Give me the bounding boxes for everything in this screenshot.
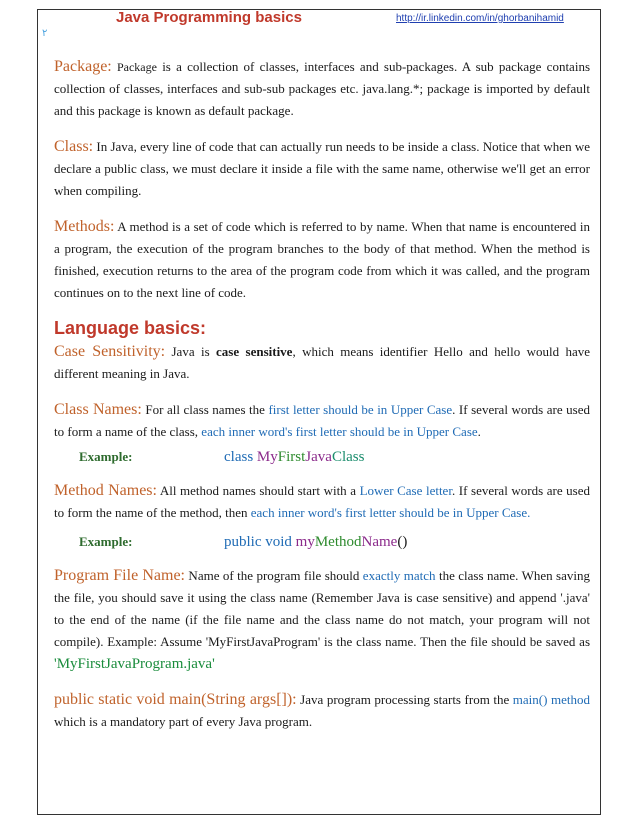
method-example-code [224,534,407,551]
class-names-heading: Class Names: [54,401,142,418]
method-names-example [54,534,590,551]
main-method-section [54,689,590,733]
code-part: Method [314,534,362,550]
methods-heading: Methods: [54,218,115,235]
file-name-text-1: Name of the program file should [185,568,363,583]
file-name-example: 'MyFirstJavaProgram.java' [54,656,215,672]
methods-section [54,216,590,304]
language-basics-title: Language basics: [54,318,207,338]
example-label: Example: [79,449,133,464]
header-link[interactable]: http://ir.linkedin.com/in/ghorbanihamid [396,13,564,24]
file-name-heading: Program File Name: [54,567,185,584]
file-name-highlight: exactly match [362,568,436,583]
example-label: Example: [79,534,133,549]
header-title: Java Programming basics [116,9,302,26]
method-names-text-2: . If several words are used to form the name of the method, then [54,483,591,520]
code-part: my [295,534,315,550]
method-names-text-1: All method names should start with a [156,483,360,498]
main-text-1: Java program processing starts from the [296,692,513,707]
class-names-text-3: . [477,424,481,439]
class-names-text-2: . If several words are used to form a name of the class, [54,402,591,439]
package-heading: Package: [54,58,112,75]
package-lead: Package [116,60,157,74]
method-names-highlight-2: each inner word's first letter should be in Upper Case. [250,505,531,520]
method-names-highlight-1: Lower Case letter [359,483,452,498]
code-part: Class [331,449,365,465]
case-text-1: Java is [165,344,217,359]
document-body [54,56,590,747]
class-example-code [224,449,364,466]
class-text: In Java, every line of code that can actually run needs to be inside a class. Notice that when we declare a public class, we must declare it inside a file with the same name, otherwise we'll get an error when compiling. [54,139,590,198]
method-names-heading: Method Names: [54,482,157,499]
class-names-example [54,449,590,466]
code-part: First [277,449,306,465]
code-part: Name [361,534,398,550]
package-text: is a collection of classes, interfaces and sub-packages. A sub package contains collection of classes, interfaces and sub-sub packages etc. java.lang.*; package is imported by default and this package is known as default package. [54,59,590,118]
file-name-section [54,565,590,675]
code-part: () [397,534,408,550]
case-heading: Case Sensitivity: [54,343,166,360]
main-heading: public static void main(String args[]): [54,691,297,708]
code-part: Java [305,449,332,465]
methods-text: A method is a set of code which is referred to by name. When that name is encountered in a program, the execution of the program branches to the body of that method. When the method is finished, execution returns to the area of the program code from which it was called, and the program continues on to the next line of code. [54,219,590,300]
class-names-section [54,399,590,466]
page-number: ۲ [42,28,48,39]
class-section [54,136,590,202]
file-name-text-2: the class name. When saving the file, you should save it using the class name (Remember Java is case sensitive) and append '.java' to the end of the name (if the file name and the class name do not match, your program will not compile). Example: Assume 'MyFirstJavaProgram' is the class name. Then the file should be saved as [54,568,590,649]
method-names-section [54,480,590,551]
class-names-highlight-2: each inner word's first letter should be in Upper Case [201,424,478,439]
code-keyword: class [224,449,257,465]
class-heading: Class: [54,138,94,155]
case-text-2: , which means identifier Hello and hello would have different meaning in Java. [54,344,591,381]
code-part: My [256,449,278,465]
main-highlight: main() method [512,692,590,707]
case-sensitivity-section [54,341,590,385]
package-section [54,56,590,122]
code-keyword: public void [224,534,296,550]
class-names-text-1: For all class names the [141,402,269,417]
case-bold: case sensitive [216,344,293,359]
main-text-2: which is a mandatory part of every Java program. [54,714,313,729]
class-names-highlight-1: first letter should be in Upper Case [268,402,453,417]
